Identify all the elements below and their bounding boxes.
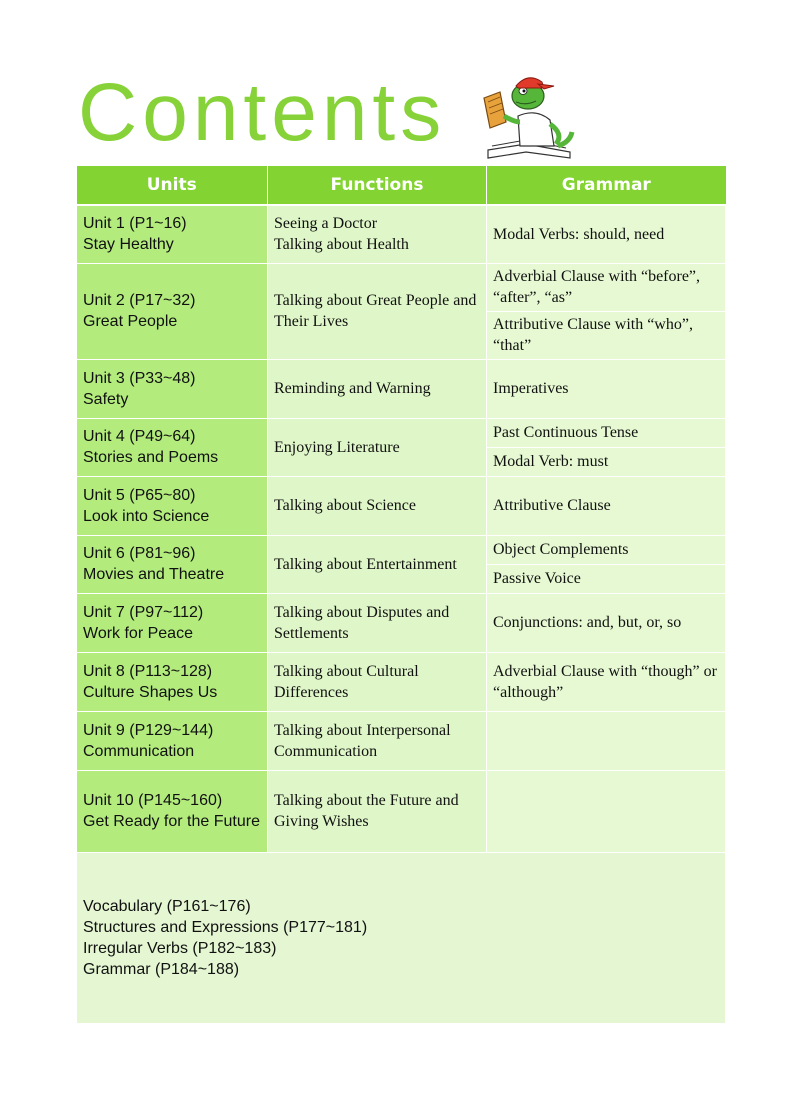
- table-row: [77, 652, 726, 711]
- functions-column-header: Functions: [268, 166, 487, 205]
- grammar-cell: [487, 770, 726, 852]
- unit-number: Unit 8 (P113~128): [83, 662, 213, 680]
- unit-number: Unit 1 (P1~16): [83, 215, 187, 233]
- grammar-cell: Attributive Clause: [487, 476, 726, 535]
- table-row: [77, 770, 726, 852]
- functions-cell: Talking about Great People and Their Lives: [268, 263, 487, 359]
- grammar-cell: Adverbial Clause with “before”, “after”, “as”: [487, 263, 726, 311]
- functions-cell: [268, 205, 487, 263]
- grammar-cell: [487, 711, 726, 770]
- unit-cell: [77, 263, 268, 359]
- unit-cell: [77, 770, 268, 852]
- table-row: [77, 593, 726, 652]
- unit-cell: [77, 652, 268, 711]
- table-row: [77, 418, 726, 447]
- grammar-column-header: Grammar: [487, 166, 726, 205]
- reading-frog-icon: [478, 72, 578, 164]
- grammar-cell: Object Complements: [487, 535, 726, 564]
- unit-name: Great People: [83, 313, 178, 330]
- unit-name: Work for Peace: [83, 624, 193, 642]
- functions-cell: Enjoying Literature: [268, 418, 487, 476]
- unit-name: Stay Healthy: [83, 236, 174, 254]
- unit-cell: [77, 359, 268, 418]
- table-row: [77, 263, 726, 311]
- functions-cell: Reminding and Warning: [268, 359, 487, 418]
- grammar-cell: Modal Verb: must: [487, 447, 726, 476]
- function-item: Seeing a Doctor: [274, 215, 378, 233]
- table-row: [77, 476, 726, 535]
- grammar-cell: Attributive Clause with “who”, “that”: [487, 311, 726, 359]
- unit-cell: [77, 535, 268, 593]
- appendix-item: Structures and Expressions (P177~181): [83, 918, 368, 936]
- unit-name: Stories and Poems: [83, 449, 219, 466]
- unit-name: Movies and Theatre: [83, 566, 225, 583]
- unit-name: Look into Science: [83, 507, 210, 525]
- unit-number: Unit 5 (P65~80): [83, 486, 196, 504]
- unit-number: Unit 9 (P129~144): [83, 721, 214, 739]
- functions-cell: Talking about Disputes and Settlements: [268, 593, 487, 652]
- unit-number: Unit 3 (P33~48): [83, 369, 196, 387]
- table-row: [77, 359, 726, 418]
- unit-number: Unit 10 (P145~160): [83, 792, 223, 809]
- unit-number: Unit 4 (P49~64): [83, 428, 196, 445]
- unit-number: Unit 7 (P97~112): [83, 603, 204, 621]
- function-item: Talking about Health: [274, 236, 409, 254]
- unit-cell: [77, 476, 268, 535]
- unit-cell: [77, 593, 268, 652]
- page-title: Contents: [78, 67, 447, 158]
- table-row: [77, 535, 726, 564]
- appendix-item: Vocabulary (P161~176): [83, 897, 251, 915]
- appendix-item: Irregular Verbs (P182~183): [83, 939, 277, 957]
- unit-cell: [77, 205, 268, 263]
- functions-cell: Talking about Science: [268, 476, 487, 535]
- table-row: [77, 711, 726, 770]
- contents-table: [76, 166, 726, 1024]
- table-row: [77, 205, 726, 263]
- units-column-header: Units: [77, 166, 268, 205]
- unit-cell: [77, 418, 268, 476]
- unit-cell: [77, 711, 268, 770]
- grammar-cell: Modal Verbs: should, need: [487, 205, 726, 263]
- functions-cell: Talking about the Future and Giving Wishes: [268, 770, 487, 852]
- unit-number: Unit 2 (P17~32): [83, 292, 196, 309]
- table-header-row: [77, 166, 726, 205]
- functions-cell: Talking about Cultural Differences: [268, 652, 487, 711]
- grammar-cell: Adverbial Clause with “though” or “although”: [487, 652, 726, 711]
- unit-name: Safety: [83, 390, 129, 408]
- unit-number: Unit 6 (P81~96): [83, 545, 196, 562]
- grammar-cell: Imperatives: [487, 359, 726, 418]
- appendix-row: [77, 852, 726, 1023]
- appendix-item: Grammar (P184~188): [83, 960, 240, 978]
- unit-name: Culture Shapes Us: [83, 683, 218, 701]
- appendix-cell: [77, 852, 726, 1023]
- grammar-cell: Passive Voice: [487, 564, 726, 593]
- unit-name: Get Ready for the Future: [83, 813, 260, 830]
- functions-cell: Talking about Entertainment: [268, 535, 487, 593]
- grammar-cell: Conjunctions: and, but, or, so: [487, 593, 726, 652]
- functions-cell: Talking about Interpersonal Communication: [268, 711, 487, 770]
- grammar-cell: Past Continuous Tense: [487, 418, 726, 447]
- unit-name: Communication: [83, 742, 195, 760]
